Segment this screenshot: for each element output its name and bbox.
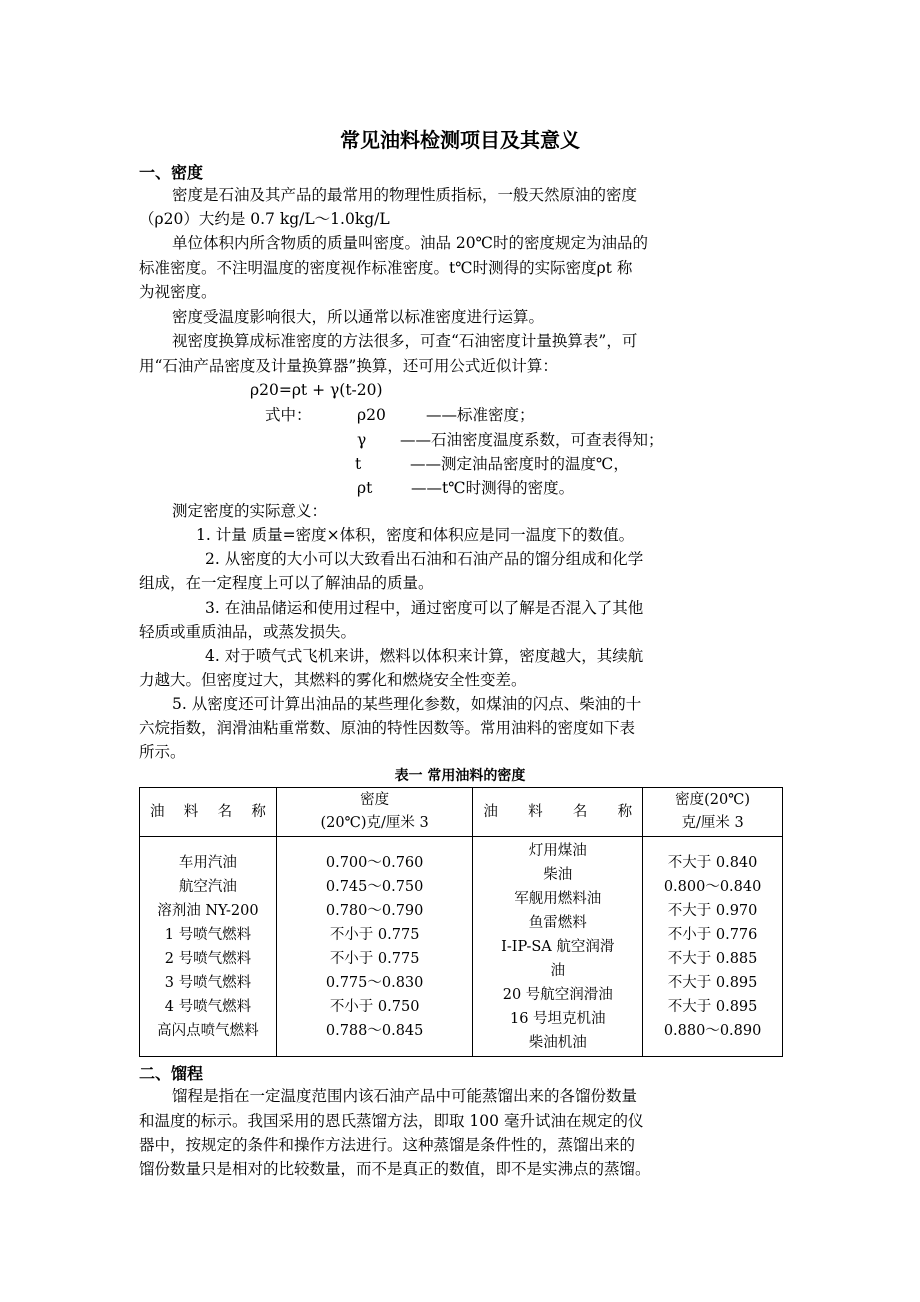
- header-char: 料: [183, 803, 199, 820]
- header-oil-name: [140, 788, 277, 837]
- oil-name: 柴油机油: [528, 1034, 587, 1051]
- list-item-continuation: 所示。: [139, 743, 186, 761]
- paragraph-line: 用“石油产品密度及计量换算器”换算，还可用公式近似计算：: [139, 357, 558, 375]
- list-item: 5. 从密度还可计算出油品的某些理化参数，如煤油的闪点、柴油的十: [172, 695, 642, 713]
- paragraph-line: （ρ20）大约是 0.7 kg/L～1.0kg/L: [139, 210, 390, 228]
- formula-var-desc: ——t℃时测得的密度。: [411, 479, 575, 497]
- oil-density: 不小于 0.775: [329, 926, 420, 943]
- header-char: 名: [217, 803, 233, 820]
- oil-name: 军舰用燃料油: [514, 890, 602, 907]
- header-char: 称: [251, 803, 266, 820]
- formula: ρ20=ρt + γ(t-20): [250, 381, 383, 399]
- list-item-continuation: 六烷指数，润滑油粘重常数、原油的特性因数等。常用油料的密度如下表: [139, 719, 636, 737]
- paragraph-line: 馏份数量只是相对的比较数量，而不是真正的数值，即不是实沸点的蒸馏。: [139, 1160, 651, 1178]
- list-item: 4. 对于喷气式飞机来讲，燃料以体积来计算，密度越大，其续航: [205, 647, 644, 665]
- oil-name: 油: [550, 962, 566, 979]
- oil-name: 溶剂油 NY-200: [157, 902, 259, 919]
- oil-name: 3 号喷气燃料: [164, 974, 252, 991]
- list-item: 1. 计量 质量=密度×体积，密度和体积应是同一温度下的数值。: [196, 526, 635, 544]
- oil-name: 20 号航空润滑油: [502, 986, 613, 1003]
- oil-density: 0.745～0.750: [325, 878, 424, 895]
- oil-name: 1 号喷气燃料: [164, 926, 252, 943]
- oil-density: 0.700～0.760: [325, 854, 424, 871]
- oil-name: 车用汽油: [178, 854, 237, 871]
- header-char: 油: [483, 803, 498, 820]
- formula-var-desc: ——标准密度；: [426, 406, 535, 424]
- section-heading-density: 一、密度: [139, 163, 204, 182]
- oil-density: 不大于 0.970: [667, 902, 758, 919]
- oil-density: 0.880～0.890: [663, 1022, 762, 1039]
- oil-density: 不大于 0.895: [667, 974, 758, 991]
- header-density: [276, 788, 473, 837]
- oil-density-table: [139, 787, 783, 1057]
- header-char: 料: [528, 803, 543, 820]
- header-density-2: [643, 788, 783, 837]
- table-caption: 表一 常用油料的密度: [394, 768, 526, 784]
- oil-name: 4 号喷气燃料: [164, 998, 252, 1015]
- oil-density: 不大于 0.885: [667, 950, 758, 967]
- formula-where-label: 式中：: [265, 406, 312, 424]
- oil-density: 不大于 0.895: [667, 998, 758, 1015]
- oil-name: 航空汽油: [178, 878, 237, 895]
- oil-name: 16 号坦克机油: [510, 1010, 606, 1027]
- list-item-continuation: 组成，在一定程度上可以了解油品的质量。: [139, 574, 434, 592]
- list-item-continuation: 轻质或重质油品，或蒸发损失。: [139, 623, 357, 641]
- header-char: 名: [572, 803, 588, 820]
- paragraph-line: 密度是石油及其产品的最常用的物理性质指标，一般天然原油的密度: [172, 186, 638, 204]
- right-names-cell: [473, 837, 643, 1057]
- paragraph-line: 视密度换算成标准密度的方法很多，可查“石油密度计量换算表”，可: [172, 332, 638, 350]
- oil-density: 0.780～0.790: [325, 902, 424, 919]
- oil-density: 0.788～0.845: [325, 1022, 424, 1039]
- formula-var-symbol: ρ20: [357, 406, 386, 424]
- oil-name: 灯用煤油: [528, 842, 587, 859]
- paragraph-line: 标准密度。不注明温度的密度视作标准密度。t℃时测得的实际密度ρt 称: [139, 259, 633, 277]
- oil-density: 不小于 0.776: [667, 926, 758, 943]
- header-density2-line2: 克/厘米 3: [681, 815, 744, 831]
- oil-name: 柴油: [543, 866, 573, 883]
- header-density-line1: 密度: [360, 792, 390, 808]
- page-title: 常见油料检测项目及其意义: [340, 128, 580, 152]
- header-density-line2: (20℃)克/厘米 3: [320, 815, 429, 831]
- header-char: 称: [617, 803, 633, 820]
- oil-density: 不小于 0.750: [329, 998, 420, 1015]
- oil-density: 0.800～0.840: [663, 878, 762, 895]
- table-header-row: [140, 788, 783, 837]
- formula-var-symbol: γ: [357, 431, 367, 449]
- paragraph-line: 单位体积内所含物质的质量叫密度。油品 20℃时的密度规定为油品的: [172, 234, 648, 252]
- right-densities-cell: [643, 837, 783, 1057]
- oil-density: 不大于 0.840: [667, 854, 758, 871]
- header-density2-line1: 密度(20℃): [675, 792, 751, 808]
- oil-name: 高闪点喷气燃料: [157, 1022, 259, 1039]
- list-item-continuation: 力越大。但密度过大，其燃料的雾化和燃烧安全性变差。: [139, 671, 527, 689]
- header-oil-name-2: [473, 788, 643, 837]
- paragraph-line: 测定密度的实际意义：: [172, 502, 328, 520]
- oil-name: I-IP-SA 航空润滑: [501, 938, 615, 955]
- oil-density: 不小于 0.775: [329, 950, 420, 967]
- oil-name: 鱼雷燃料: [528, 914, 587, 931]
- oil-name: 2 号喷气燃料: [164, 950, 252, 967]
- header-char: 油: [150, 803, 165, 820]
- paragraph-line: 和温度的标示。我国采用的恩氏蒸馏方法，即取 100 毫升试油在规定的仪: [139, 1112, 644, 1130]
- formula-var-desc: ——石油密度温度系数，可查表得知；: [400, 431, 664, 449]
- paragraph-line: 馏程是指在一定温度范围内该石油产品中可能蒸馏出来的各馏份数量: [172, 1087, 638, 1105]
- paragraph-line: 器中，按规定的条件和操作方法进行。这种蒸馏是条件性的，蒸馏出来的: [139, 1136, 636, 1154]
- list-item: 3. 在油品储运和使用过程中，通过密度可以了解是否混入了其他: [205, 599, 644, 617]
- oil-density: 0.775～0.830: [325, 974, 424, 991]
- left-names-cell: [140, 837, 277, 1057]
- list-item: 2. 从密度的大小可以大致看出石油和石油产品的馏分组成和化学: [205, 550, 644, 568]
- formula-var-symbol: ρt: [357, 479, 373, 497]
- left-densities-cell: [276, 837, 473, 1057]
- table-body-row: [140, 837, 783, 1057]
- paragraph-line: 密度受温度影响很大，所以通常以标准密度进行运算。: [172, 308, 545, 326]
- paragraph-line: 为视密度。: [139, 283, 217, 301]
- section-heading-distillation: 二、馏程: [139, 1064, 204, 1083]
- formula-var-symbol: t: [355, 455, 362, 473]
- formula-var-desc: ——测定油品密度时的温度℃，: [410, 455, 629, 473]
